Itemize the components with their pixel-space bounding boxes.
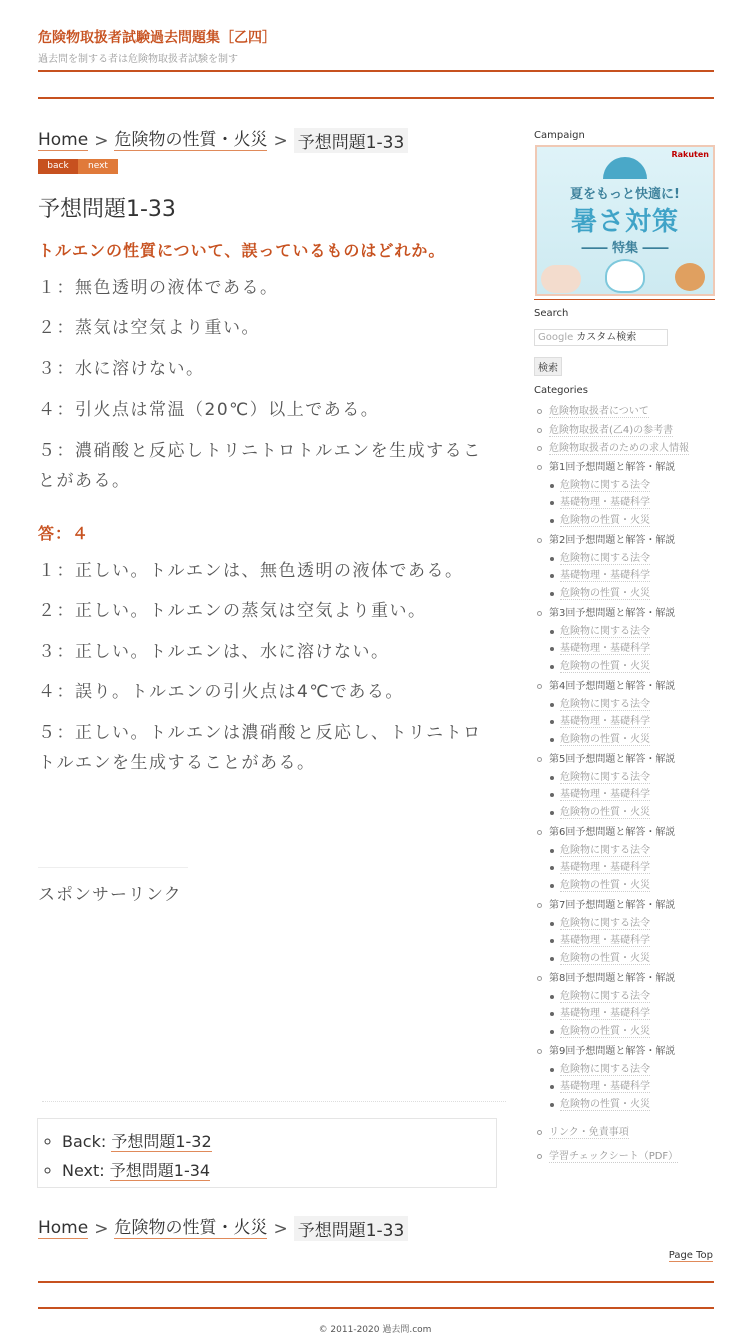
subcategory-link[interactable]: 危険物の性質・火災 <box>560 514 650 526</box>
bullet-icon <box>550 501 554 505</box>
previous-post-label: Back: <box>62 1132 107 1151</box>
subcategory-link[interactable]: 危険物に関する法令 <box>560 625 650 637</box>
category-link-item <box>549 425 673 437</box>
bullet-icon <box>550 647 554 651</box>
bullet-icon <box>550 557 554 561</box>
bullet-icon <box>537 1130 542 1135</box>
subcategory-link-item <box>560 772 650 784</box>
category-link-item <box>549 1151 678 1163</box>
round-heading: 第3回予想問題と解答・解説 <box>549 607 676 619</box>
subcategory-link-item <box>560 515 650 527</box>
bear-illustration <box>605 259 645 293</box>
round-heading: 第1回予想問題と解答・解説 <box>549 461 676 473</box>
next-button[interactable]: next <box>78 159 118 174</box>
breadcrumb-category-link[interactable]: 危険物の性質・火災 <box>114 1218 268 1238</box>
bullet-icon <box>537 976 542 981</box>
footer-divider <box>38 1307 714 1309</box>
banner-brand: Rakuten <box>671 150 709 159</box>
bullet-icon <box>550 1103 554 1107</box>
bullet-icon <box>550 1030 554 1034</box>
bullet-icon <box>550 1012 554 1016</box>
subcategory-link-item <box>560 807 650 819</box>
subcategory-link[interactable]: 基礎物理・基礎科学 <box>560 935 650 946</box>
breadcrumb-separator: > <box>94 1218 109 1239</box>
round-heading-item <box>549 535 675 547</box>
round-heading-item <box>549 462 675 474</box>
subcategory-link[interactable]: 危険物に関する法令 <box>560 479 650 491</box>
bullet-icon <box>550 995 554 999</box>
site-description: 過去問を制する者は危険物取扱者試験を制す <box>38 54 238 65</box>
next-post-item <box>62 1156 496 1185</box>
breadcrumb-current: 予想問題1-33 <box>294 1216 409 1241</box>
round-heading: 第5回予想問題と解答・解説 <box>549 753 676 765</box>
search-button[interactable]: 検索 <box>534 357 562 376</box>
category-link[interactable]: リンク・免責事項 <box>549 1126 629 1138</box>
sun-illustration <box>603 157 647 179</box>
category-link[interactable]: 危険物取扱者のための求人情報 <box>549 443 689 454</box>
option-5: ５：濃硝酸と反応しトリニトロトルエンを生成することがある。 <box>38 441 482 491</box>
bullet-icon <box>550 849 554 853</box>
subcategory-link-item <box>560 480 650 492</box>
campaign-banner[interactable] <box>535 145 715 296</box>
subcategory-link[interactable]: 危険物の性質・火災 <box>560 587 650 599</box>
subcategory-link[interactable]: 基礎物理・基礎科学 <box>560 1081 650 1092</box>
subcategory-link-item <box>560 845 650 857</box>
explanation-5: ５：正しい。トルエンは濃硝酸と反応し、トリニトロトルエンを生成することがある。 <box>38 723 482 773</box>
subcategory-link[interactable]: 基礎物理・基礎科学 <box>560 570 650 581</box>
campaign-heading: Campaign <box>534 130 585 141</box>
dog-illustration <box>675 263 705 291</box>
option-4: ４：引火点は常温（20℃）以上である。 <box>38 400 380 420</box>
category-link-item <box>549 1127 629 1139</box>
subcategory-link[interactable]: 危険物の性質・火災 <box>560 660 650 672</box>
subcategory-link[interactable]: 危険物に関する法令 <box>560 552 650 564</box>
bullet-icon <box>537 611 542 616</box>
subcategory-link-item <box>560 953 650 965</box>
search-input[interactable] <box>534 329 668 346</box>
subcategory-link-item <box>560 880 650 892</box>
subcategory-link-item <box>560 1081 650 1093</box>
banner-line1: 夏をもっと快適に! <box>570 187 680 202</box>
explanation-3: ３：正しい。トルエンは、水に溶けない。 <box>38 642 390 662</box>
round-heading-item <box>549 754 675 766</box>
bullet-icon <box>550 665 554 669</box>
subcategory-link-item <box>560 789 650 801</box>
subcategory-link-item <box>560 661 650 673</box>
round-heading-item <box>549 1046 675 1058</box>
subcategory-link[interactable]: 危険物の性質・火災 <box>560 733 650 745</box>
round-heading-item <box>549 608 675 620</box>
category-link[interactable]: 危険物取扱者について <box>549 406 649 417</box>
bullet-icon <box>550 519 554 523</box>
subcategory-link-item <box>560 1008 650 1020</box>
subcategory-link-item <box>560 588 650 600</box>
adjacent-posts <box>37 1118 497 1188</box>
breadcrumb-separator: > <box>273 130 288 151</box>
bullet-icon <box>550 592 554 596</box>
bullet-icon <box>550 776 554 780</box>
footer-divider <box>38 1281 714 1283</box>
girl-illustration <box>541 265 581 293</box>
bullet-icon <box>550 1068 554 1072</box>
subcategory-link[interactable]: 危険物の性質・火災 <box>560 879 650 891</box>
bullet-icon <box>537 1049 542 1054</box>
round-heading: 第2回予想問題と解答・解説 <box>549 534 676 546</box>
bullet-icon <box>537 830 542 835</box>
bullet-icon <box>550 884 554 888</box>
subcategory-link[interactable]: 危険物に関する法令 <box>560 771 650 783</box>
breadcrumb-separator: > <box>94 130 109 151</box>
next-post-link[interactable]: 予想問題1-34 <box>109 1161 211 1180</box>
category-link-item <box>549 406 649 418</box>
categories-heading: Categories <box>534 385 588 396</box>
back-button[interactable]: back <box>38 159 78 174</box>
breadcrumb <box>38 128 408 153</box>
explanation-1: １：正しい。トルエンは、無色透明の液体である。 <box>38 561 464 581</box>
search-placeholder: カスタム検索 <box>576 332 637 343</box>
explanation-2: ２：正しい。トルエンの蒸気は空気より重い。 <box>38 601 427 621</box>
subcategory-link[interactable]: 基礎物理・基礎科学 <box>560 1008 650 1019</box>
round-heading-item <box>549 973 675 985</box>
option-1: １：無色透明の液体である。 <box>38 278 279 298</box>
bullet-icon <box>537 446 542 451</box>
pager-buttons <box>38 159 118 174</box>
round-heading: 第9回予想問題と解答・解説 <box>549 1045 676 1057</box>
bullet-icon <box>550 939 554 943</box>
subcategory-link[interactable]: 危険物に関する法令 <box>560 990 650 1002</box>
subcategory-link[interactable]: 危険物に関する法令 <box>560 1063 650 1075</box>
previous-post-link[interactable]: 予想問題1-32 <box>111 1132 212 1151</box>
subcategory-link[interactable]: 危険物に関する法令 <box>560 844 650 856</box>
subcategory-link[interactable]: 基礎物理・基礎科学 <box>560 643 650 654</box>
subcategory-link-item <box>560 991 650 1003</box>
bullet-icon <box>550 793 554 797</box>
subcategory-link-item <box>560 699 650 711</box>
subcategory-link-item <box>560 497 650 509</box>
answer-heading: 答：４ <box>38 524 90 543</box>
bullet-icon <box>537 757 542 762</box>
question-text: トルエンの性質について、誤っているものはどれか。 <box>38 241 446 260</box>
next-post-label: Next: <box>62 1161 105 1180</box>
subcategory-link-item <box>560 1064 650 1076</box>
breadcrumb-current: 予想問題1-33 <box>294 128 409 153</box>
previous-post-item <box>62 1127 496 1156</box>
header-divider <box>38 70 714 72</box>
subcategory-link[interactable]: 危険物の性質・火災 <box>560 1098 650 1110</box>
subcategory-link-item <box>560 918 650 930</box>
bullet-icon <box>550 922 554 926</box>
subcategory-link[interactable]: 危険物の性質・火災 <box>560 806 650 818</box>
bullet-icon <box>550 738 554 742</box>
bullet-icon <box>537 428 542 433</box>
content-divider <box>42 1101 506 1102</box>
bullet-icon <box>550 866 554 870</box>
subcategory-link-item <box>560 1099 650 1111</box>
bullet-icon <box>550 957 554 961</box>
subcategory-link[interactable]: 基礎物理・基礎科学 <box>560 862 650 873</box>
category-link-item <box>549 443 689 455</box>
sponsor-label: スポンサーリンク <box>38 885 182 905</box>
round-heading: 第7回予想問題と解答・解説 <box>549 899 676 911</box>
round-heading-item <box>549 900 675 912</box>
bullet-icon <box>550 811 554 815</box>
bullet-icon <box>537 903 542 908</box>
option-2: ２：蒸気は空気より重い。 <box>38 318 260 338</box>
breadcrumb-separator: > <box>273 1218 288 1239</box>
bullet-icon <box>550 1085 554 1089</box>
banner-line3: ―― 特集 ―― <box>581 241 669 256</box>
bullet-icon <box>537 684 542 689</box>
subcategory-link[interactable]: 危険物の性質・火災 <box>560 952 650 964</box>
bullet-icon <box>537 538 542 543</box>
subcategory-link-item <box>560 643 650 655</box>
breadcrumb-bottom <box>38 1216 408 1241</box>
subcategory-link-item <box>560 626 650 638</box>
round-heading: 第6回予想問題と解答・解説 <box>549 826 676 838</box>
bullet-icon <box>550 630 554 634</box>
site-title[interactable]: 危険物取扱者試験過去問題集［乙四］ <box>38 30 276 46</box>
search-heading: Search <box>534 308 569 319</box>
subcategory-link-item <box>560 570 650 582</box>
round-heading-item <box>549 827 675 839</box>
explanation-4: ４：誤り。トルエンの引火点は4℃である。 <box>38 682 404 702</box>
round-heading: 第8回予想問題と解答・解説 <box>549 972 676 984</box>
page-top-link[interactable]: Page Top <box>668 1250 713 1261</box>
category-link[interactable]: 危険物取扱者(乙4)の参考書 <box>549 424 674 436</box>
banner-line2: 暑さ対策 <box>570 207 679 237</box>
bullet-icon <box>537 465 542 470</box>
page-title: 予想問題1-33 <box>38 197 176 222</box>
bullet-icon <box>537 409 542 414</box>
bullet-icon <box>550 574 554 578</box>
subcategory-link-item <box>560 935 650 947</box>
bullet-icon <box>550 703 554 707</box>
breadcrumb-home-link[interactable]: Home <box>38 1218 89 1238</box>
bullet-icon <box>550 720 554 724</box>
subcategory-link[interactable]: 基礎物理・基礎科学 <box>560 716 650 727</box>
round-heading: 第4回予想問題と解答・解説 <box>549 680 676 692</box>
category-link[interactable]: 学習チェックシート（PDF） <box>549 1150 679 1162</box>
subcategory-link-item <box>560 862 650 874</box>
option-3: ３：水に溶けない。 <box>38 359 205 379</box>
google-logo: Google <box>538 332 574 343</box>
round-heading-item <box>549 681 675 693</box>
breadcrumb-home-link[interactable]: Home <box>38 130 89 150</box>
subcategory-link-item <box>560 716 650 728</box>
subcategory-link[interactable]: 危険物に関する法令 <box>560 698 650 710</box>
sponsor-divider <box>38 867 188 868</box>
subcategory-link[interactable]: 危険物に関する法令 <box>560 917 650 929</box>
bullet-icon <box>550 484 554 488</box>
subcategory-link[interactable]: 基礎物理・基礎科学 <box>560 497 650 508</box>
subcategory-link-item <box>560 1026 650 1038</box>
subcategory-link[interactable]: 基礎物理・基礎科学 <box>560 789 650 800</box>
bullet-icon <box>537 1154 542 1159</box>
breadcrumb-category-link[interactable]: 危険物の性質・火災 <box>114 130 268 150</box>
subcategory-link[interactable]: 危険物の性質・火災 <box>560 1025 650 1037</box>
nav-divider <box>38 97 714 99</box>
sidebar-divider <box>534 299 715 300</box>
copyright: © 2011-2020 過去問.com <box>318 1325 432 1334</box>
subcategory-link-item <box>560 734 650 746</box>
subcategory-link-item <box>560 553 650 565</box>
